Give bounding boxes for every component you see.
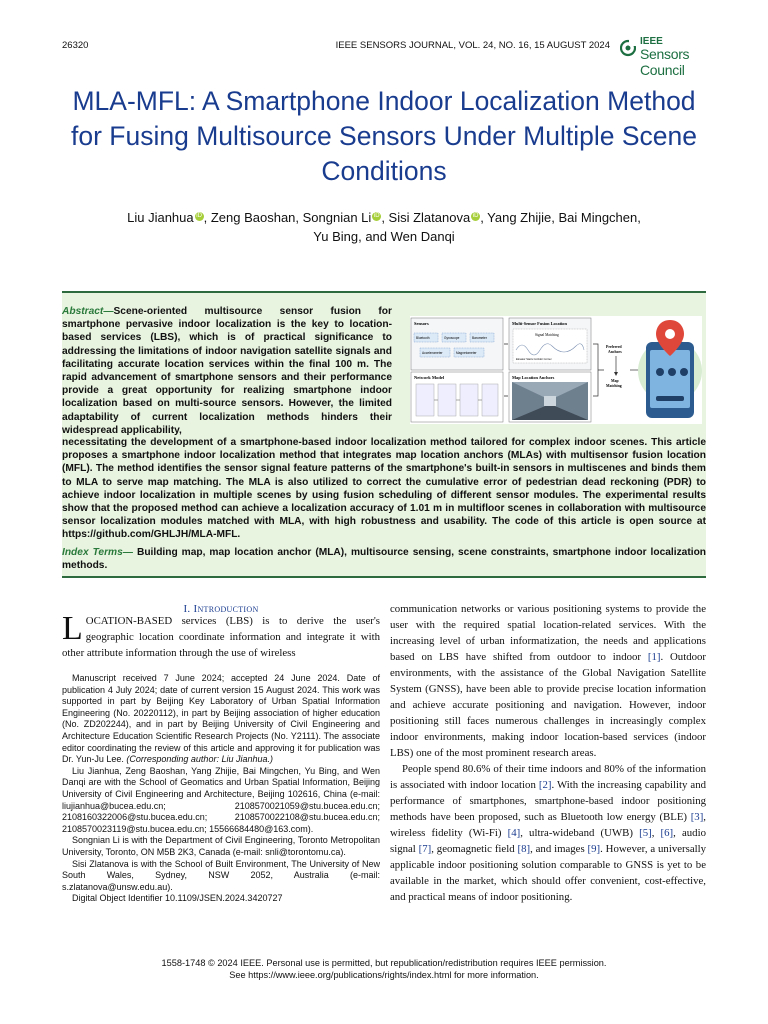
footnote-affiliation-2: Songnian Li is with the Department of Civil Engineering, Toronto Metropolitan University, Toronto, ON M5B 2K3, Canada (e-mail: snli@torontomu.ca). bbox=[62, 835, 380, 857]
preferred-label: Preferred bbox=[606, 345, 622, 349]
network-layer bbox=[460, 384, 478, 416]
index-terms-text: Building map, map location anchor (MLA), multisource sensing, scene constraints, smartphone indoor localization methods. bbox=[62, 546, 707, 571]
sensor-icon bbox=[668, 368, 676, 376]
graphical-abstract-figure bbox=[410, 316, 702, 424]
author-4: , Sisi Zlatanova bbox=[381, 210, 471, 225]
orcid-icon[interactable]: iD bbox=[196, 212, 202, 219]
network-model-label: Network Model bbox=[414, 375, 445, 380]
sensors-label: Sensors bbox=[414, 321, 429, 326]
col2-text: . Outdoor environments, with the assistance of the Global Navigation Satellite System (GNSS), have been able to provide precise location information and achieve accurate positioning and navigation. However, indoor positioning still faces numerous challenges in increasingly complex indoor environments, making indoor location-based services (indoor LBS) one of the most prominent research areas. bbox=[390, 651, 706, 759]
footnote-affiliation-3: Sisi Zlatanova is with the School of Built Environment, The University of New South Wales, Sydney, NSW 2052, Australia (e-mail: s.zlatanova@unsw.edu.au). bbox=[62, 858, 380, 892]
anchors-label: Anchors bbox=[608, 350, 622, 354]
accelerometer-label: Accelerometer bbox=[422, 351, 443, 355]
section-title: Introduction bbox=[193, 603, 259, 615]
col2-text: . However, a universally applicable indoor positioning solution comparable to GNSS is yet to be available in the market, which should offer convenient, cost-effective, and practical means of indoor positioning. bbox=[390, 843, 707, 903]
gyroscope-label: Gyroscope bbox=[444, 336, 460, 340]
col2-text: , audio signal bbox=[390, 827, 706, 855]
abstract-label: Abstract— bbox=[62, 306, 114, 317]
copyright-line-1: 1558-1748 © 2024 IEEE. Personal use is permitted, but republication/redistribution requires IEEE permission. bbox=[161, 958, 607, 968]
reference-link[interactable]: [8] bbox=[517, 843, 531, 855]
journal-citation: IEEE SENSORS JOURNAL, VOL. 24, NO. 16, 15 AUGUST 2024 bbox=[335, 40, 610, 51]
authors-line-2: Yu Bing, and Wen Danqi bbox=[313, 229, 455, 244]
col2-text: , and images bbox=[530, 843, 588, 855]
copyright-footer bbox=[62, 957, 706, 981]
author-list bbox=[62, 208, 706, 246]
col2-paragraph-1 bbox=[390, 601, 706, 761]
authors-2-3: , Zeng Baoshan, Songnian Li bbox=[203, 210, 372, 225]
signal-matching-label: Signal Matching bbox=[535, 333, 559, 337]
index-terms-label: Index Terms— bbox=[62, 546, 133, 558]
col2-text: , ultra-wideband (UWB) bbox=[520, 827, 640, 839]
footnote bbox=[62, 673, 380, 905]
abstract-text-1: Scene-oriented multisource sensor fusion for smartphone pervasive indoor localization is the key to location-based services (LBS), which is of practical significance to addressing the limitations of indoor navigation satellite signals and facilitating accurate location services within the final 100 m. The rapid advancement of smartphone sensors and their performance provide a great opportunity for realizing smartphone indoor localization based on multi-source sensors. However, the limited adaptability of current localization methods hinders their widespread applicability, bbox=[62, 306, 392, 436]
map-anchors-label: Map Location Anchors bbox=[512, 375, 555, 380]
reference-link[interactable]: [4] bbox=[507, 827, 521, 839]
index-terms bbox=[62, 546, 706, 572]
logo-sensors-council: Sensors Council bbox=[640, 46, 690, 78]
footnote-affiliation-1: Liu Jianhua, Zeng Baoshan, Yang Zhijie, Bai Mingchen, Yu Bing, and Wen Danqi are with the School of Geomatics and Urban Spatial Information, Beijing University of Civil Engineering and Architecture, Beijing 102616, China (e-mail: liujianhua@bucea.edu.cn; 2108570021059@stu.bucea.edu.cn; 2108160322006@stu.bucea.edu.cn; 2108570022108@stu.bucea.edu.cn; 2108570023119@stu.bucea.edu.cn; 15566684480@163.com). bbox=[62, 765, 380, 834]
footnote-funding bbox=[62, 673, 380, 766]
sensors-council-icon bbox=[620, 38, 636, 58]
page-number: 26320 bbox=[62, 40, 89, 51]
col2-text: , geomagnetic field bbox=[431, 843, 518, 855]
intro-paragraph bbox=[62, 610, 380, 661]
orcid-icon[interactable]: iD bbox=[373, 212, 380, 219]
footnote-doi: Digital Object Identifier 10.1109/JSEN.2024.3420727 bbox=[72, 893, 283, 904]
sensor-icon bbox=[680, 368, 688, 376]
abstract-part-2 bbox=[62, 436, 706, 572]
network-layer bbox=[438, 384, 456, 416]
bluetooth-label: Bluetooth bbox=[416, 336, 430, 340]
location-pin-dot bbox=[665, 329, 675, 339]
col2-paragraph-2 bbox=[390, 761, 706, 905]
network-layer bbox=[416, 384, 434, 416]
ieee-sensors-council-logo bbox=[620, 36, 720, 78]
column-2-text bbox=[390, 601, 706, 905]
abstract-bottom-rule bbox=[62, 576, 706, 578]
sensor-icon bbox=[656, 368, 664, 376]
author-1: Liu Jianhua bbox=[127, 210, 194, 225]
section-number: I. bbox=[183, 603, 191, 615]
logo-ieee: IEEE bbox=[640, 36, 663, 47]
msfl-label: Multi-Sensor Fusion Location bbox=[512, 321, 567, 326]
col2-text: . With the increasing capability and performance of smartphones, smartphone-based indoor positioning methods have been proposed, such as Bluetooth low energy (BLE) bbox=[390, 779, 707, 823]
copyright-line-2: See https://www.ieee.org/publications/rights/index.html for more information. bbox=[229, 970, 539, 980]
reference-link[interactable]: [5] bbox=[639, 827, 652, 839]
col2-text: People spend 80.6% of their time indoors and 80% of the information is associated with indoor location bbox=[390, 763, 706, 791]
col2-text: communication networks or various positioning systems to provide the user with the required spatial location-related services. With the increasing level of urban informatization, the needs and applications based on LBS have shifted from outdoor to indoor bbox=[390, 603, 706, 663]
abstract-text-2: necessitating the development of a smartphone-based indoor localization method tailored for complex indoor scenes. This article proposes a smartphone indoor localization method that integrates map location anchors (MLAs) with multisensor fusion location (MFL). The method identifies the sensor signal feature patterns of the smartphone's built-in sensors in multiscenes and binds them to MLA to serve map matching. The MLA is also utilized to correct the cumulative error of pedestrian dead reckoning (PDR) to achieve indoor localization in multiple scenes by using fusion scheduling of different sensor modules. The experimental results show that the proposed method can achieve a localization accuracy of 1.01 m in multifloor scenes in collaboration with multisource sensor localization modules matched with MLA, with high robustness and usability. The code of this article is open source at https://github.com/GHLJH/MLA-MFL. bbox=[62, 437, 706, 541]
reference-link[interactable]: [9] bbox=[587, 843, 601, 855]
barometer-label: Barometer bbox=[472, 336, 487, 340]
reference-link[interactable]: [1] bbox=[647, 651, 661, 663]
reference-link[interactable]: [7] bbox=[418, 843, 432, 855]
orcid-icon[interactable]: iD bbox=[472, 212, 479, 219]
phone-bar bbox=[656, 396, 684, 401]
matching-label: Matching bbox=[606, 384, 622, 388]
footnote-funding-text: Manuscript received 7 June 2024; accepted 24 June 2024. Date of publication 4 July 2024; date of current version 15 August 2024. This work was supported in part by Beijing Key Laboratory of Urban Spatial Information Engineering (No. 20220112), in part by Beijing association of higher education (No. ZD202244), and in part by Beijing University of Civil Engineering and Architecture Education Scientific Research Projects (No. Y2111). The associate editor coordinating the review of this article and approving it for publication was Dr. Yun-Ju Lee. bbox=[62, 673, 380, 765]
map-label: Map bbox=[611, 379, 619, 383]
col2-text: , bbox=[651, 827, 661, 839]
magnetometer-label: Magnetometer bbox=[456, 351, 477, 355]
abstract-part-1 bbox=[62, 305, 392, 437]
col2-text: , wireless fidelity (Wi-Fi) bbox=[390, 811, 706, 839]
paper-title: MLA-MFL: A Smartphone Indoor Localization Method for Fusing Multisource Sensors Under Multiple Scene Conditions bbox=[71, 86, 697, 186]
reference-link[interactable]: [6] bbox=[660, 827, 674, 839]
drop-cap: L bbox=[62, 610, 83, 647]
network-layer bbox=[482, 384, 498, 416]
corresponding-author: (Corresponding author: Liu Jianhua.) bbox=[126, 754, 273, 765]
corridor-end bbox=[544, 396, 556, 406]
reference-link[interactable]: [3] bbox=[690, 811, 704, 823]
signal-items: Elevator Stairs Corridor Corner bbox=[516, 358, 552, 361]
reference-link[interactable]: [2] bbox=[538, 779, 552, 791]
intro-text: OCATION-BASED services (LBS) is to derive the user's geographic location coordinate information and integrate it with other attribute information through the use of wireless bbox=[62, 615, 380, 659]
authors-5-6: , Yang Zhijie, Bai Mingchen, bbox=[480, 210, 641, 225]
